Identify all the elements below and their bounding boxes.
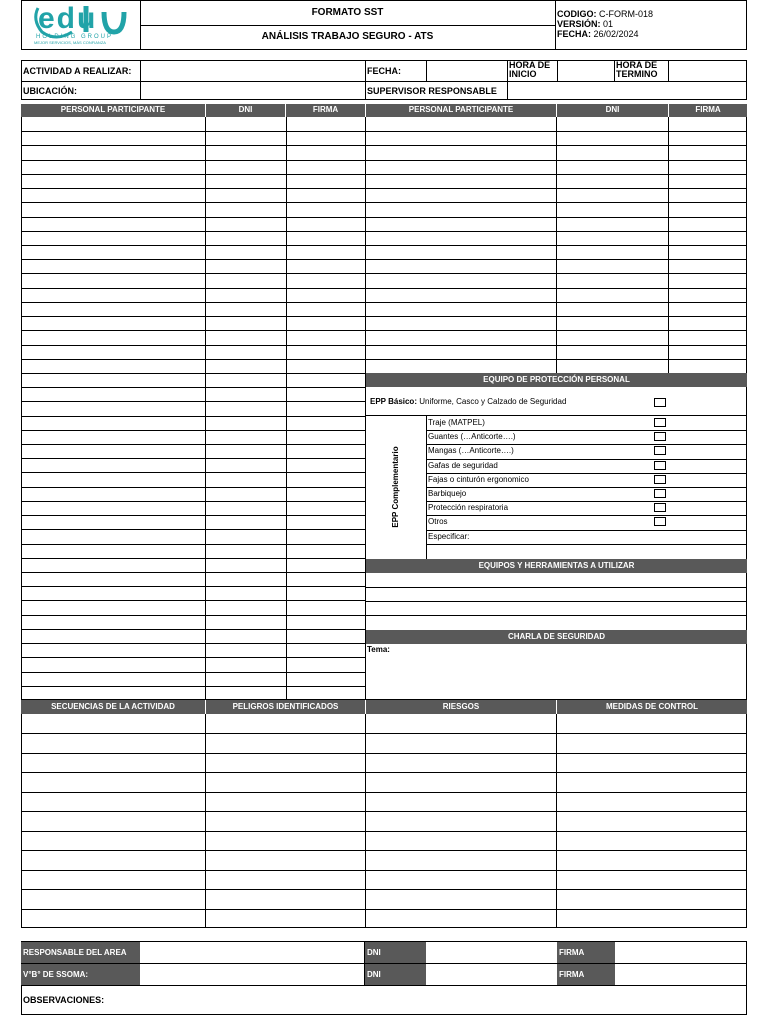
table-row-divider [21, 572, 366, 573]
epp-item-divider [426, 515, 747, 516]
riesgos-header: RIESGOS [366, 700, 557, 714]
logo-tagline: MEJOR SERVICIOS, MÁS CONFIANZA [34, 40, 106, 45]
vb-dni-label: DNI [365, 964, 426, 985]
tools-field[interactable] [367, 573, 746, 629]
table-row-divider [366, 359, 747, 360]
epp-basic-divider [366, 415, 747, 416]
epp-item-label: Fajas o cinturón ergonomico [428, 475, 529, 484]
table-row-divider [21, 686, 366, 687]
grid-middle-divider [365, 117, 366, 700]
epp-item-checkbox[interactable] [654, 432, 666, 441]
epp-item-divider [426, 459, 747, 460]
table-row-divider [21, 359, 366, 360]
table-row-divider [21, 772, 747, 773]
responsable-field[interactable] [141, 942, 365, 963]
hora-inicio-label [509, 61, 550, 79]
left-grid-col-1 [205, 117, 206, 700]
table-row-divider [21, 831, 747, 832]
hora-termino-label-2: TERMINO [616, 69, 658, 79]
table-row-divider [21, 373, 366, 374]
code-label: CODIGO: [557, 9, 597, 19]
table-row-divider [21, 273, 366, 274]
table-row-divider [21, 487, 366, 488]
table-row-divider [21, 217, 366, 218]
dni-header-right: DNI [557, 104, 669, 117]
epp-basic-label: EPP Básico: [370, 397, 417, 406]
firma-header-right: FIRMA [669, 104, 747, 117]
responsable-dni-label: DNI [365, 942, 426, 963]
hora-inicio-label-2: INICIO [509, 69, 537, 79]
table-row-divider [366, 174, 747, 175]
table-row-divider [21, 458, 366, 459]
epp-item-label: Traje (MATPEL) [428, 418, 485, 427]
table-row-divider [21, 330, 366, 331]
table-row-divider [366, 288, 747, 289]
code-value: C-FORM-018 [599, 9, 654, 19]
version-info [557, 19, 613, 29]
responsable-label: RESPONSABLE DEL AREA [21, 942, 140, 963]
observaciones-label: OBSERVACIONES: [23, 995, 105, 1005]
firma-header-left: FIRMA [286, 104, 366, 117]
date-value: 26/02/2024 [593, 29, 639, 39]
version-label: VERSIÓN: [557, 19, 601, 29]
table-row-divider [21, 558, 366, 559]
responsable-firma-field[interactable] [615, 942, 746, 963]
epp-item-label: Guantes (…Anticorte….) [428, 432, 516, 441]
table-row-divider [21, 515, 366, 516]
date-label: FECHA: [557, 29, 591, 39]
epp-item-checkbox[interactable] [654, 503, 666, 512]
hora-inicio-field[interactable] [558, 61, 613, 80]
epp-item-label: Gafas de seguridad [428, 461, 498, 470]
table-row-divider [21, 202, 366, 203]
epp-item-label: Otros [428, 517, 448, 526]
talk-tema-label: Tema: [367, 645, 390, 654]
tools-header: EQUIPOS Y HERRAMIENTAS A UTILIZAR [366, 559, 747, 573]
table-row-divider [21, 188, 366, 189]
talk-tema-field[interactable] [400, 645, 746, 699]
table-row-divider [21, 733, 747, 734]
table-row-divider [21, 416, 366, 417]
table-row-divider [21, 444, 366, 445]
date-info [557, 29, 639, 39]
epp-item-checkbox[interactable] [654, 461, 666, 470]
table-row-divider [366, 145, 747, 146]
table-row-divider [21, 501, 366, 502]
epp-item-checkbox[interactable] [654, 446, 666, 455]
table-row-divider [21, 544, 366, 545]
analysis-frame [21, 700, 747, 928]
supervisor-field[interactable] [508, 82, 746, 99]
table-row-divider [21, 259, 366, 260]
epp-basic-text: Uniforme, Casco y Calzado de Seguridad [419, 397, 567, 406]
table-row-divider [366, 217, 747, 218]
table-row-divider [21, 245, 366, 246]
table-row-divider [21, 345, 366, 346]
vb-firma-field[interactable] [615, 964, 746, 985]
logo-subtitle: HOLDING GROUP [36, 34, 114, 40]
ubicacion-label: UBICACIÓN: [23, 86, 77, 96]
epp-item-checkbox[interactable] [654, 418, 666, 427]
document-title: ANÁLISIS TRABAJO SEGURO - ATS [261, 31, 434, 42]
hora-termino-label [616, 61, 658, 79]
table-row-divider [366, 131, 747, 132]
left-grid-col-2 [286, 117, 287, 700]
responsable-firma-label: FIRMA [557, 942, 615, 963]
epp-item-checkbox[interactable] [654, 489, 666, 498]
vb-field[interactable] [141, 964, 365, 985]
table-row-divider [21, 870, 747, 871]
info-divider-2 [365, 60, 366, 100]
responsable-dni-field[interactable] [426, 942, 557, 963]
table-row-divider [21, 643, 366, 644]
epp-item-divider [426, 487, 747, 488]
table-row-divider [21, 174, 366, 175]
epp-item-divider [426, 501, 747, 502]
table-row-divider [366, 330, 747, 331]
epp-item-divider [426, 430, 747, 431]
epp-item-label: Barbiquejo [428, 489, 467, 498]
epp-item-divider [426, 444, 747, 445]
table-row-divider [21, 231, 366, 232]
table-row-divider [366, 273, 747, 274]
vb-dni-field[interactable] [426, 964, 557, 985]
fecha-label: FECHA: [367, 66, 401, 76]
header-divider-right [555, 0, 556, 50]
epp-item-label: Mangas (…Anticorte….) [428, 446, 514, 455]
table-row-divider [21, 586, 366, 587]
table-row-divider [21, 131, 366, 132]
dni-header-left: DNI [206, 104, 286, 117]
table-row-divider [366, 302, 747, 303]
table-row-divider [366, 245, 747, 246]
vb-label: V°B° DE SSOMA: [21, 964, 140, 985]
table-row-divider [21, 850, 747, 851]
table-row-divider [366, 259, 747, 260]
personal-header-right: PERSONAL PARTICIPANTE [366, 104, 557, 117]
table-row-divider [21, 160, 366, 161]
secuencias-header: SECUENCIAS DE LA ACTIVIDAD [21, 700, 206, 714]
version-value: 01 [603, 19, 614, 29]
table-row-divider [21, 529, 366, 530]
fecha-field[interactable] [427, 61, 506, 80]
format-label: FORMATO SST [311, 7, 384, 18]
epp-item-divider [426, 473, 747, 474]
peligros-header: PELIGROS IDENTIFICADOS [206, 700, 366, 714]
info-divider-6 [614, 60, 615, 81]
table-row-divider [21, 753, 747, 754]
table-row-divider [21, 430, 366, 431]
analysis-col-1 [205, 714, 206, 928]
epp-complementary-label: EPP Complementario [391, 446, 400, 528]
activity-field[interactable] [141, 61, 364, 80]
table-row-divider [21, 316, 366, 317]
hora-termino-label-1: HORA DE [616, 60, 658, 70]
table-row-divider [366, 202, 747, 203]
epp-basic-checkbox[interactable] [654, 398, 666, 407]
activity-label: ACTIVIDAD A REALIZAR: [23, 66, 132, 76]
table-row-divider [21, 472, 366, 473]
medidas-header: MEDIDAS DE CONTROL [557, 700, 747, 714]
table-row-divider [21, 302, 366, 303]
logo-text: edu [38, 2, 98, 35]
talk-header: CHARLA DE SEGURIDAD [366, 630, 747, 644]
epp-basic [370, 397, 566, 407]
table-row-divider [21, 657, 366, 658]
table-row-divider [366, 160, 747, 161]
epp-item-checkbox[interactable] [654, 517, 666, 526]
epp-specify-divider [426, 544, 747, 545]
code-info [557, 9, 653, 19]
table-row-divider [366, 188, 747, 189]
analysis-col-3 [556, 714, 557, 928]
hora-termino-field[interactable] [669, 61, 746, 80]
table-row-divider [366, 345, 747, 346]
table-row-divider [21, 811, 747, 812]
epp-item-checkbox[interactable] [654, 475, 666, 484]
header-divider-mid [140, 25, 555, 26]
table-row-divider [21, 629, 366, 630]
epp-item-divider [426, 530, 747, 531]
analysis-col-2 [365, 714, 366, 928]
epp-item-label: Protección respiratoria [428, 503, 509, 512]
table-row-divider [21, 401, 366, 402]
supervisor-label: SUPERVISOR RESPONSABLE [367, 86, 497, 96]
table-row-divider [366, 231, 747, 232]
personal-header-left: PERSONAL PARTICIPANTE [21, 104, 206, 117]
epp-specify-label: Especificar: [428, 532, 470, 541]
table-row-divider [21, 672, 366, 673]
table-row-divider [21, 889, 747, 890]
table-row-divider [21, 145, 366, 146]
table-row-divider [366, 316, 747, 317]
observaciones-field[interactable] [110, 986, 746, 1014]
ubicacion-field[interactable] [141, 82, 364, 99]
vb-firma-label: FIRMA [557, 964, 615, 985]
hora-inicio-label-1: HORA DE [509, 60, 551, 70]
epp-header: EQUIPO DE PROTECCIÓN PERSONAL [366, 373, 747, 387]
table-row-divider [21, 615, 366, 616]
table-row-divider [21, 792, 747, 793]
table-row-divider [21, 387, 366, 388]
table-row-divider [21, 909, 747, 910]
table-row-divider [21, 600, 366, 601]
table-row-divider [21, 288, 366, 289]
